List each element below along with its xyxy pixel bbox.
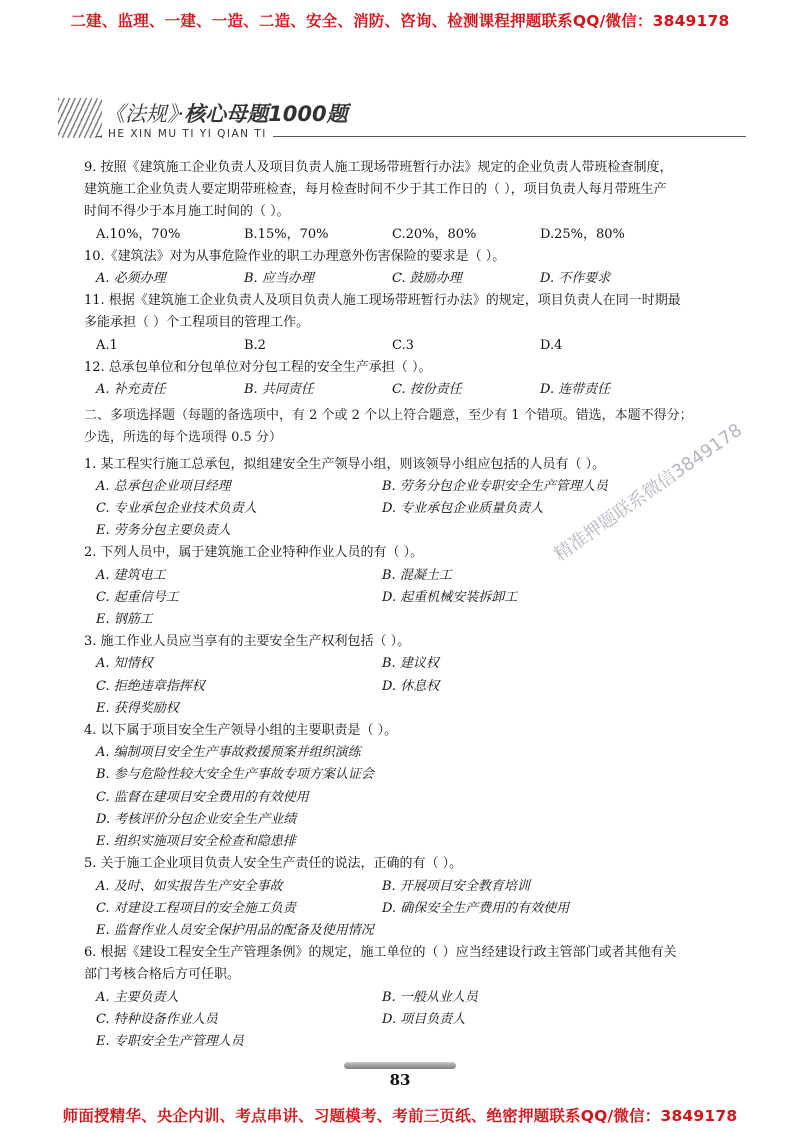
multi-question-4 (84, 720, 734, 853)
option-a: A. 补充责任 (96, 382, 166, 398)
footer-decoration-bar (344, 1062, 456, 1069)
book-header (52, 92, 752, 152)
header-stripe-decoration (58, 98, 102, 138)
question-line: 时间不得少于本月施工时间的（ ）。 (84, 204, 290, 220)
option-e: E. 劳务分包主要负责人 (96, 523, 231, 539)
option-a: A.10%，70% (96, 226, 181, 242)
question-12 (84, 357, 734, 401)
book-title-pinyin: HE XIN MU TI YI QIAN TI (102, 128, 273, 140)
option-d: D. 不作要求 (540, 271, 611, 287)
section-heading-line: 二、多项选择题（每题的备选项中，有 2 个或 2 个以上符合题意，至少有 1 个错项。错选，本题不得分； (84, 408, 693, 424)
question-line: 6. 根据《建设工程安全生产管理条例》的规定，施工单位的（ ）应当经建设行政主管部门或者其他有关 (84, 945, 677, 961)
option-a: A. 知情权 (96, 656, 153, 672)
question-9 (84, 157, 734, 246)
multi-question-3 (84, 631, 734, 720)
option-a: A. 主要负责人 (96, 989, 179, 1005)
section-multiple-choice (84, 405, 734, 449)
option-c: C. 特种设备作业人员 (96, 1011, 218, 1027)
option-b: B. 建议权 (382, 656, 439, 672)
question-10 (84, 246, 734, 290)
option-a: A. 编制项目安全生产事故救援预案并组织演练 (96, 745, 361, 761)
option-d: D. 确保安全生产费用的有效使用 (382, 900, 570, 916)
option-b: B. 参与危险性较大安全生产事故专项方案认证会 (96, 767, 374, 783)
option-b: B. 应当办理 (244, 271, 314, 287)
option-c: C. 监督在建项目安全费用的有效使用 (96, 789, 309, 805)
option-e: E. 监督作业人员安全保护用品的配备及使用情况 (96, 922, 374, 938)
page-number: 83 (389, 1071, 411, 1089)
question-line: 3. 施工作业人员应当享有的主要安全生产权利包括（ ）。 (84, 634, 411, 650)
option-b: B. 开展项目安全教育培训 (382, 878, 530, 894)
multi-question-2 (84, 542, 734, 631)
book-title (104, 98, 348, 128)
option-d: D. 起重机械安装拆卸工 (382, 589, 518, 605)
option-c: C.3 (392, 337, 414, 353)
question-line: 4. 以下属于项目安全生产领导小组的主要职责是（ ）。 (84, 723, 398, 739)
option-b: B.2 (244, 337, 266, 353)
book-title-dot: · (177, 102, 185, 126)
option-c: C. 对建设工程项目的安全施工负责 (96, 900, 296, 916)
option-a: A.1 (96, 337, 118, 353)
section-heading-line: 少选，所选的每个选项得 0.5 分） (84, 430, 282, 446)
option-a: A. 及时、如实报告生产安全事故 (96, 878, 283, 894)
book-title-main: 核心母题1000题 (184, 102, 348, 126)
question-line: 5. 关于施工企业项目负责人安全生产责任的说法，正确的有（ ）。 (84, 856, 463, 872)
option-d: D. 考核评价分包企业安全生产业绩 (96, 811, 297, 827)
question-line: 建筑施工企业负责人要定期带班检查，每月检查时间不少于其工作日的（ ），项目负责人每月带班生产 (84, 182, 667, 198)
option-c: C.20%，80% (392, 226, 477, 242)
option-c: C. 鼓励办理 (392, 271, 462, 287)
option-c: C. 起重信号工 (96, 589, 179, 605)
option-e: E. 专职安全生产管理人员 (96, 1033, 244, 1049)
option-d: D. 专业承包企业质量负责人 (382, 501, 544, 517)
option-b: B. 混凝土工 (382, 567, 452, 583)
question-line: 2. 下列人员中，属于建筑施工企业特种作业人员的有（ ）。 (84, 545, 424, 561)
book-title-law: 《法规》 (104, 102, 178, 126)
option-c: C. 专业承包企业技术负责人 (96, 501, 257, 517)
question-line: 部门考核合格后方可任职。 (84, 967, 241, 983)
question-line: 多能承担（ ）个工程项目的管理工作。 (84, 315, 310, 331)
option-b: B. 共同责任 (244, 382, 314, 398)
option-b: B. 劳务分包企业专职安全生产管理人员 (382, 478, 608, 494)
option-c: C. 按份责任 (392, 382, 462, 398)
option-e: E. 钢筋工 (96, 612, 153, 628)
question-line: 9. 按照《建筑施工企业负责人及项目负责人施工现场带班暂行办法》规定的企业负责人带班检查制度， (84, 160, 673, 175)
bottom-promo-banner: 师面授精华、央企内训、考点串讲、习题模考、考前三页纸、绝密押题联系QQ/微信：3849178 (62, 1107, 738, 1125)
option-d: D. 项目负责人 (382, 1011, 466, 1027)
option-e: E. 组织实施项目安全检查和隐患排 (96, 834, 296, 850)
option-a: A. 总承包企业项目经理 (96, 478, 231, 494)
top-promo-banner: 二建、监理、一建、一造、二造、安全、消防、咨询、检测课程押题联系QQ/微信：3849178 (70, 12, 730, 30)
question-line: 11. 根据《建筑施工企业负责人及项目负责人施工现场带班暂行办法》的规定，项目负责人在同一时期最 (84, 293, 681, 309)
option-d: D. 连带责任 (540, 382, 611, 398)
option-a: A. 必须办理 (96, 271, 166, 287)
page-footer (330, 1062, 470, 1089)
option-d: D. 休息权 (382, 678, 440, 694)
multi-question-5 (84, 853, 734, 942)
question-11 (84, 290, 734, 357)
question-line: 1. 某工程实行施工总承包，拟组建安全生产领导小组，则该领导小组应包括的人员有（ ）。 (84, 456, 606, 472)
diagonal-watermark: 精准押题联系微信3849178 (550, 419, 746, 566)
option-d: D.4 (540, 337, 563, 353)
option-c: C. 拒绝违章指挥权 (96, 678, 205, 694)
option-a: A. 建筑电工 (96, 567, 166, 583)
option-e: E. 获得奖励权 (96, 700, 179, 716)
page-content (84, 157, 734, 1053)
multi-question-6 (84, 942, 734, 1053)
option-d: D.25%，80% (540, 226, 625, 242)
option-b: B.15%，70% (244, 226, 329, 242)
option-b: B. 一般从业人员 (382, 989, 478, 1005)
question-line: 12. 总承包单位和分包单位对分包工程的安全生产承担（ ）。 (84, 359, 432, 375)
question-line: 10.《建筑法》对为从事危险作业的职工办理意外伤害保险的要求是（ ）。 (84, 248, 506, 264)
